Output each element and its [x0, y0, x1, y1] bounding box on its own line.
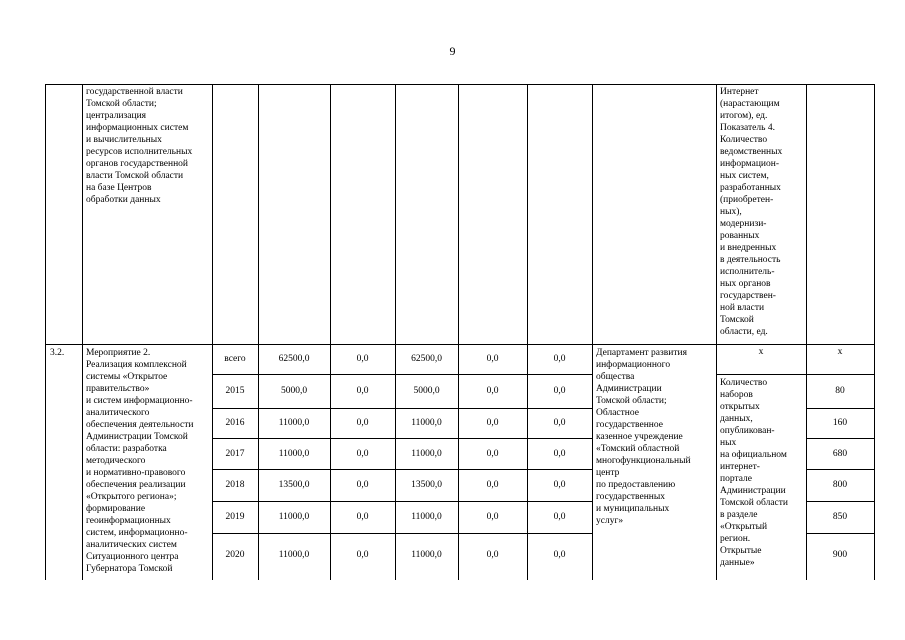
table-border	[716, 374, 874, 375]
local-cell: 0,0	[486, 550, 499, 560]
table-border	[806, 533, 874, 534]
table-border	[527, 84, 528, 580]
federal-cell: 0,0	[356, 550, 369, 560]
indicator-name: Количество наборов открытых данных, опубликован- ных на официальном интернет- портале Администрации Томской области в разделе «Открытый регион. Открытые данные»	[720, 378, 788, 568]
year-cell: 2017	[225, 449, 245, 459]
table-border	[806, 408, 874, 409]
table-border	[45, 84, 874, 85]
year-cell: 2018	[225, 480, 245, 490]
regional-cell: 11000,0	[411, 449, 442, 459]
table-border	[212, 408, 592, 409]
year-cell: 2019	[225, 512, 245, 522]
regional-cell: 5000,0	[413, 386, 440, 396]
table-border	[806, 84, 807, 580]
table-border	[395, 84, 396, 580]
local-cell: 0,0	[486, 480, 499, 490]
table-border	[806, 501, 874, 502]
other-cell: 0,0	[553, 512, 566, 522]
indicator-cell: 80	[835, 386, 845, 396]
indicator-cell: 800	[832, 480, 848, 490]
indicator-cell: 900	[832, 550, 848, 560]
federal-cell: 0,0	[356, 386, 369, 396]
local-cell: 0,0	[486, 512, 499, 522]
indicator-text-continued: Интернет (нарастающим итогом), ед. Показатель 4. Количество ведомственных информацион- ных систем, разработанных (приобретен- ных), модернизи- рованных и внедренных в деятельность исполнитель- ных органов государствен- ной власти Томской области, ед.	[720, 87, 783, 337]
year-cell: 2016	[225, 418, 245, 428]
federal-cell: 0,0	[356, 354, 369, 364]
table-border	[874, 84, 875, 580]
federal-cell: 0,0	[356, 449, 369, 459]
measure-name: Мероприятие 2. Реализация комплексной системы «Открытое правительство» и систем информационно- аналитического обеспечения деятельности Администрации Томской области: разработка методического и нормативно-правового обеспечения реализации «Открытого региона»; формирование геоинформационных систем, информационно- аналитических систем Ситуационного центра Губернатора Томской	[86, 348, 194, 574]
regional-cell: 62500,0	[411, 354, 442, 364]
other-cell: 0,0	[553, 386, 566, 396]
other-cell: 0,0	[553, 550, 566, 560]
total-cell: 11000,0	[278, 418, 310, 428]
table-border	[212, 469, 592, 470]
table-border	[806, 438, 874, 439]
total-cell: 11000,0	[278, 449, 310, 459]
table-border	[45, 344, 874, 345]
indicator-value-x-mark: х	[837, 347, 843, 357]
year-cell: 2015	[225, 386, 245, 396]
table-border	[212, 84, 213, 580]
federal-cell: 0,0	[356, 512, 369, 522]
total-cell: 62500,0	[278, 354, 310, 364]
table-border	[212, 501, 592, 502]
year-cell: всего	[224, 354, 246, 364]
total-cell: 11000,0	[278, 512, 310, 522]
table-border	[212, 533, 592, 534]
page-number: 9	[449, 44, 456, 58]
table-border	[212, 374, 592, 375]
regional-cell: 11000,0	[411, 418, 442, 428]
table-border	[330, 84, 331, 580]
executor-text: Департамент развития информационного общества Администрации Томской области; Областное государственное казенное учреждение «Томский областной многофункциональный центр по предоставлению государственных и муниципальных услуг»	[596, 348, 691, 526]
local-cell: 0,0	[486, 386, 499, 396]
row-number: 3.2.	[50, 348, 65, 358]
other-cell: 0,0	[553, 418, 566, 428]
table-border	[806, 469, 874, 470]
total-cell: 5000,0	[280, 386, 308, 396]
indicator-cell: 160	[832, 418, 848, 428]
table-border	[212, 438, 592, 439]
table-border	[45, 84, 46, 580]
year-cell: 2020	[225, 550, 245, 560]
measure-name-continued: государственной власти Томской области; централизация информационных систем и вычислительных ресурсов исполнительных органов государственной власти Томской области на базе Центров обработки данных	[86, 87, 193, 205]
local-cell: 0,0	[486, 449, 499, 459]
indicator-cell: 850	[832, 512, 848, 522]
regional-cell: 13500,0	[411, 480, 442, 490]
indicator-x-mark: х	[758, 347, 764, 357]
table-border	[716, 84, 717, 580]
other-cell: 0,0	[553, 354, 566, 364]
local-cell: 0,0	[486, 418, 499, 428]
federal-cell: 0,0	[356, 418, 369, 428]
table-border	[592, 84, 593, 580]
table-border	[458, 84, 459, 580]
regional-cell: 11000,0	[411, 550, 442, 560]
federal-cell: 0,0	[356, 480, 369, 490]
regional-cell: 11000,0	[411, 512, 442, 522]
local-cell: 0,0	[486, 354, 499, 364]
total-cell: 13500,0	[278, 480, 310, 490]
total-cell: 11000,0	[278, 550, 310, 560]
other-cell: 0,0	[553, 480, 566, 490]
table-border	[82, 84, 83, 580]
table-border	[258, 84, 259, 580]
other-cell: 0,0	[553, 449, 566, 459]
indicator-cell: 680	[832, 449, 848, 459]
